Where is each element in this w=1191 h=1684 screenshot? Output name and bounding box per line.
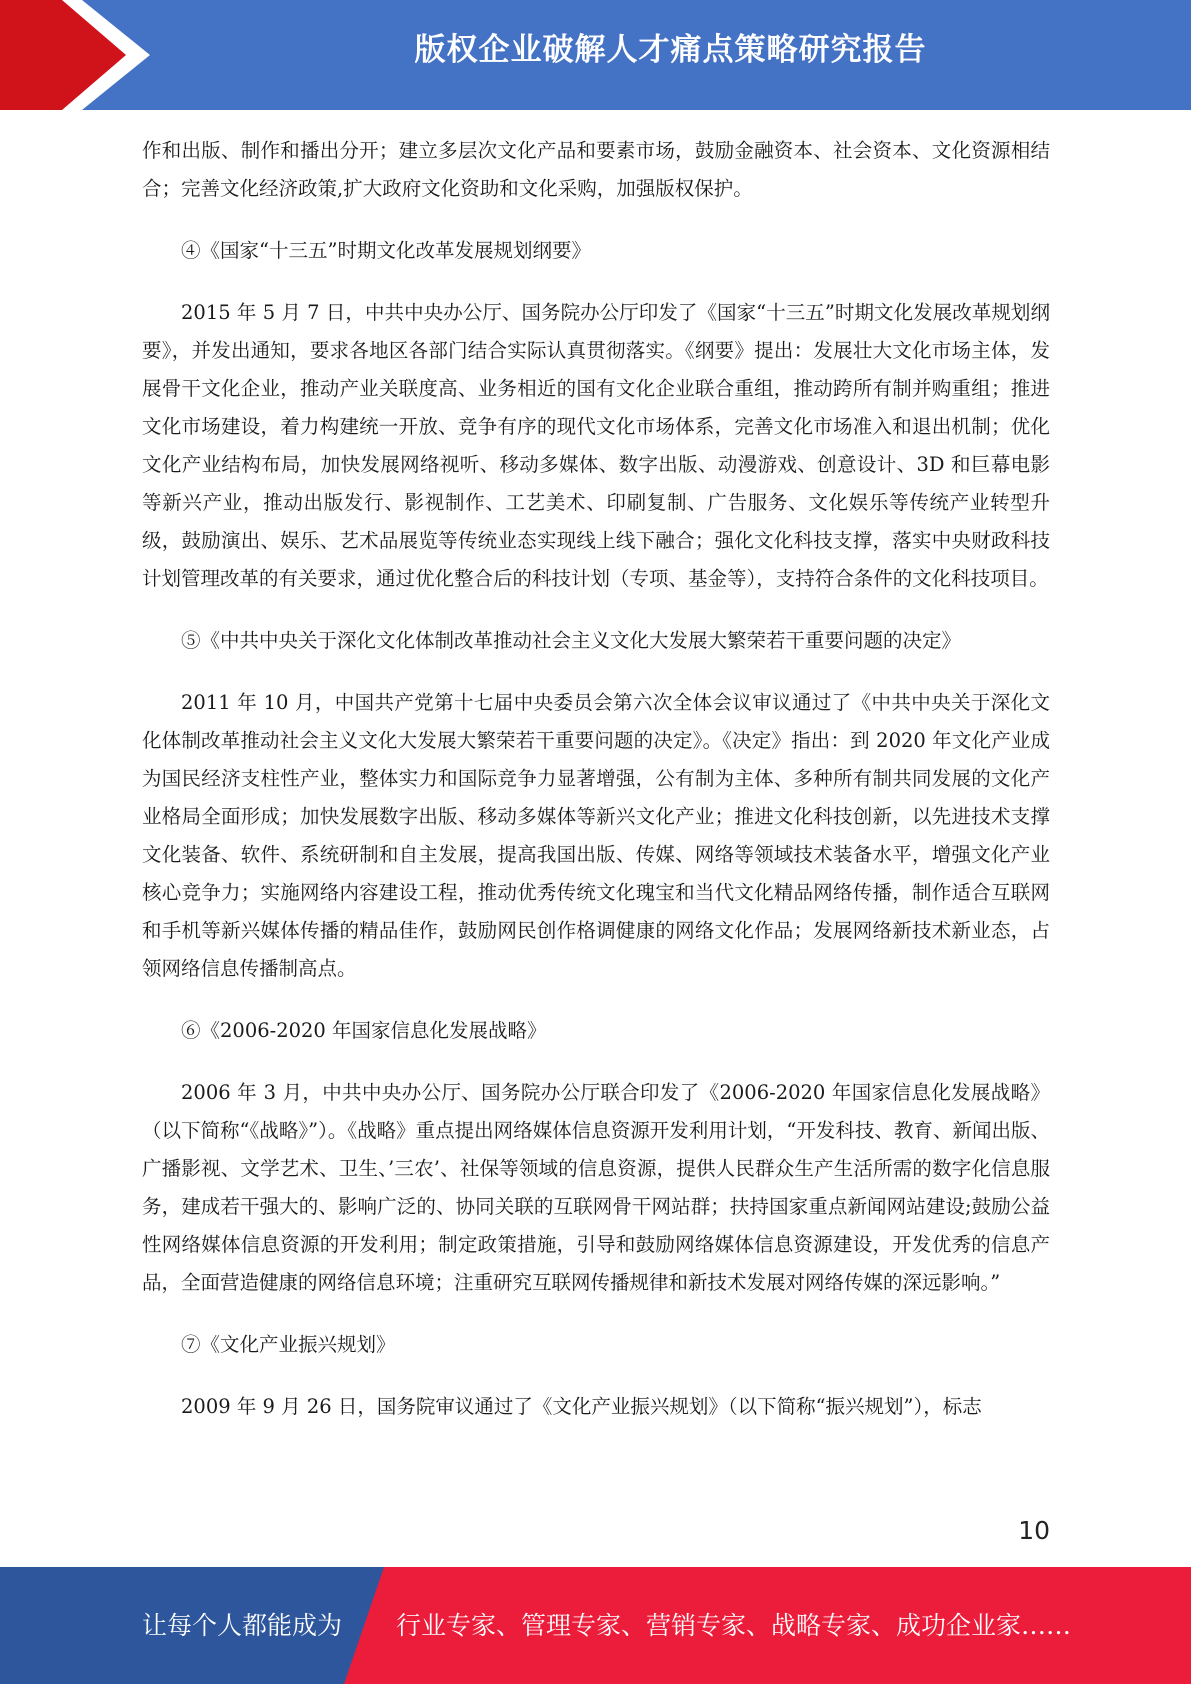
paragraph-4: 2015 年 5 月 7 日，中共中央办公厅、国务院办公厅印发了《国家“十三五”时期文化发展改革规划纲要》，并发出通知，要求各地区各部门结合实际认真贯彻落实。《纲要》提出：发展壮大文化市场主体，发展骨干文化企业，推动产业关联度高、业务相近的国有文化企业联合重组，推动跨所有制并购重组；推进文化市场建设，着力构建统一开放、竞争有序的现代文化市场体系，完善文化市场准入和退出机制；优化文化产业结构布局，加快发展网络视听、移动多媒体、数字出版、动漫游戏、创意设计、3D 和巨幕电影等新兴产业，推动出版发行、影视制作、工艺美术、印刷复制、广告服务、文化娱乐等传统产业转型升级，鼓励演出、娱乐、艺术品展览等传统业态实现线上线下融合；强化文化科技支撑，落实中央财政科技计划管理改革的有关要求，通过优化整合后的科技计划（专项、基金等），支持符合条件的文化科技项目。: [142, 301, 1050, 590]
section-heading-6: ⑥《2006-2020 年国家信息化发展战略》: [181, 1019, 547, 1042]
section-heading-4: ④《国家“十三五”时期文化改革发展规划纲要》: [181, 239, 591, 262]
page-number: 10: [1018, 1516, 1050, 1545]
footer-slogan-left: 让每个人都能成为: [142, 1611, 343, 1640]
paragraph-6: 2006 年 3 月，中共中央办公厅、国务院办公厅联合印发了《2006-2020 年国家信息化发展战略》（以下简称“《战略》”）。《战略》重点提出网络媒体信息资源开发利用计划，“开发科技、教育、新闻出版、广播影视、文学艺术、卫生、’三农’、社保等领域的信息资源，提供人民群众生产生活所需的数字化信息服务，建成若干强大的、影响广泛的、协同关联的互联网骨干网站群；扶持国家重点新闻网站建设;鼓励公益性网络媒体信息资源的开发利用；制定政策措施，引导和鼓励网络媒体信息资源建设，开发优秀的信息产品，全面营造健康的网络信息环境；注重研究互联网传播规律和新技术发展对网络传媒的深远影响。”: [142, 1081, 1050, 1294]
section-heading-5: ⑤《中共中央关于深化文化体制改革推动社会主义文化大发展大繁荣若干重要问题的决定》: [181, 629, 962, 652]
paragraph-5: 2011 年 10 月，中国共产党第十七届中央委员会第六次全体会议审议通过了《中共中央关于深化文化体制改革推动社会主义文化大发展大繁荣若干重要问题的决定》。《决定》指出：到 2020 年文化产业成为国民经济支柱性产业，整体实力和国际竞争力显著增强，公有制为主体、多种所有制共同发展的文化产业格局全面形成；加快发展数字出版、移动多媒体等新兴文化产业；推进文化科技创新，以先进技术支撑文化装备、软件、系统研制和自主发展，提高我国出版、传媒、网络等领域技术装备水平，增强文化产业核心竞争力；实施网络内容建设工程，推动优秀传统文化瑰宝和当代文化精品网络传播，制作适合互联网和手机等新兴媒体传播的精品佳作，鼓励网民创作格调健康的网络文化作品；发展网络新技术新业态，占领网络信息传播制高点。: [142, 691, 1050, 980]
paragraph-continued: 作和出版、制作和播出分开；建立多层次文化产品和要素市场，鼓励金融资本、社会资本、文化资源相结合；完善文化经济政策,扩大政府文化资助和文化采购，加强版权保护。: [142, 139, 1050, 200]
document-body: [142, 132, 1050, 1450]
section-heading-7: ⑦《文化产业振兴规划》: [181, 1333, 396, 1356]
footer-slogan-right: 行业专家、管理专家、营销专家、战略专家、成功企业家……: [396, 1611, 1072, 1640]
page-header: [0, 0, 1191, 110]
paragraph-7: 2009 年 9 月 26 日，国务院审议通过了《文化产业振兴规划》（以下简称“振兴规划”），标志: [181, 1395, 982, 1418]
page-footer: [0, 1567, 1191, 1684]
report-title: 版权企业破解人才痛点策略研究报告: [414, 32, 927, 68]
